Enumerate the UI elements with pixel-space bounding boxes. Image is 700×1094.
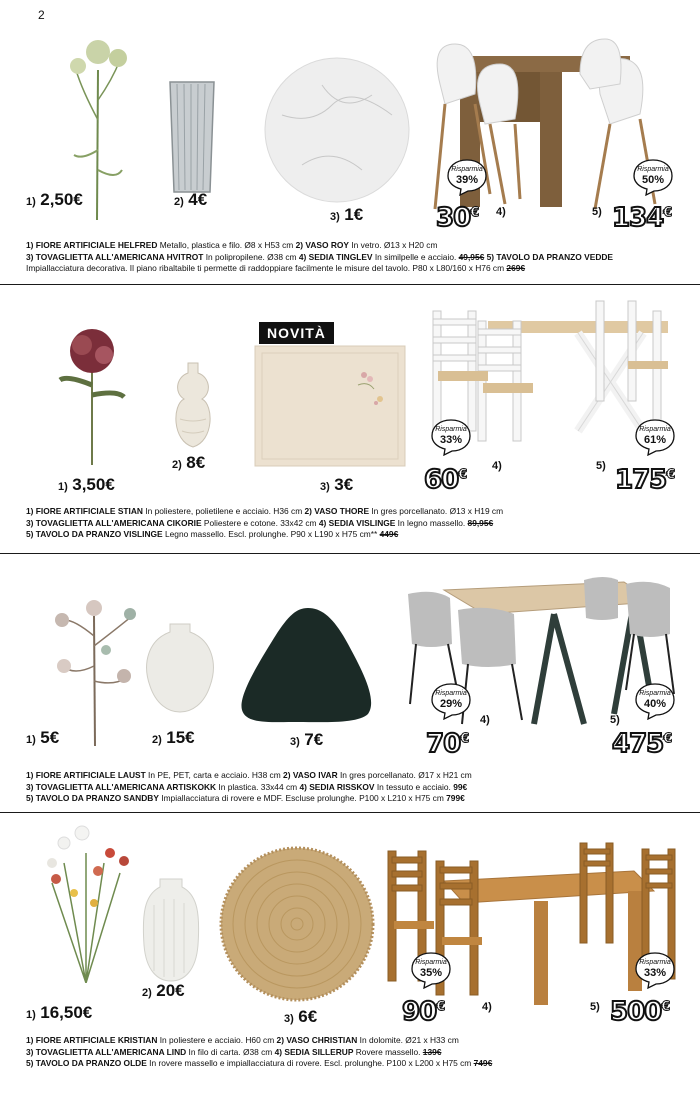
savings-badge-4 <box>446 158 488 196</box>
sale-price-value-4: 30 <box>436 203 471 233</box>
sale-price-value-5: 175 <box>615 465 667 495</box>
product-details: In gres porcellanato. Ø17 x H21 cm <box>337 770 472 780</box>
savings-percent-4: 33% <box>439 434 463 446</box>
old-price: 449€ <box>379 529 399 540</box>
artificial-flower-bouquet-image <box>34 823 140 983</box>
savings-percent-5: 50% <box>641 174 665 186</box>
price-item-3 <box>284 1007 317 1027</box>
product-name: 3) TOVAGLIETTA ALL'AMERICANA HVITROT <box>26 251 204 262</box>
sale-price-5 <box>612 729 671 759</box>
product-name: 3) TOVAGLIETTA ALL'AMERICANA ARTISKOKK <box>26 781 217 792</box>
product-description <box>26 770 686 805</box>
price-item-3 <box>320 475 353 495</box>
product-details: Metallo, plastica e filo. Ø8 x H53 cm <box>157 240 296 250</box>
price-value-3: 6€ <box>298 1007 318 1026</box>
product-details: In rovere massello e impiallacciatura di rovere. Escl. prolunghe. P100 x L200 x H75 cm <box>146 1058 474 1069</box>
item-number-1: 1) <box>26 1009 36 1021</box>
product-details: In PE, PET, carta e acciaio. H38 cm <box>145 770 284 780</box>
old-price: 269€ <box>506 263 526 274</box>
product-details: In filo di carta. Ø38 cm <box>186 1046 275 1057</box>
savings-label: Risparmia <box>639 426 671 433</box>
product-details: Poliestere e cotone. 33x42 cm <box>201 517 319 528</box>
savings-badge-5 <box>632 158 674 196</box>
savings-percent-4: 39% <box>455 174 479 186</box>
marble-placemat-image <box>262 55 412 205</box>
product-details: In poliestere, polietilene e acciaio. H36 cm <box>142 506 305 516</box>
price-item-2 <box>172 453 205 473</box>
product-name: 5) TAVOLO DA PRANZO VISLINGE <box>26 529 163 540</box>
product-name: 2) VASO CHRISTIAN <box>276 1035 358 1045</box>
product-name: 4) SEDIA SILLERUP <box>274 1046 354 1057</box>
item-number-5: 5) <box>610 714 620 726</box>
euro-sign: € <box>470 205 479 221</box>
product-details: In poliestere e acciaio. H60 cm <box>157 1035 277 1045</box>
sale-price-value-4: 70 <box>426 729 461 759</box>
item-number-1: 1) <box>58 481 68 493</box>
item-number-5: 5) <box>596 460 606 472</box>
price-value-1: 5€ <box>40 728 60 747</box>
product-details: Impiallacciatura di rovere e MDF. Escluse prolunghe. P100 x L210 x H75 cm <box>158 793 447 804</box>
old-price: 49,95€ <box>458 251 485 262</box>
new-badge: NOVITÀ <box>259 322 334 344</box>
price-value-2: 8€ <box>186 453 206 472</box>
description-line <box>26 529 686 541</box>
savings-badge-5 <box>634 682 676 720</box>
euro-sign: € <box>663 731 672 747</box>
product-name: 4) SEDIA TINGLEV <box>298 251 373 262</box>
ceramic-vase-ivar-image <box>140 620 220 716</box>
description-line <box>26 770 686 782</box>
ceramic-vase-christian-image <box>138 875 204 985</box>
price-value-2: 4€ <box>188 190 208 209</box>
product-name: 1) FIORE ARTIFICIALE STIAN <box>26 506 143 516</box>
euro-sign: € <box>436 999 445 1015</box>
item-number-1: 1) <box>26 734 36 746</box>
sale-price-value-5: 475 <box>612 729 664 759</box>
sale-price-value-4: 60 <box>424 465 459 495</box>
savings-badge-5 <box>634 418 676 456</box>
product-name: 1) FIORE ARTIFICIALE LAUST <box>26 770 146 780</box>
price-item-1 <box>58 475 115 495</box>
sale-price-4 <box>426 729 468 759</box>
savings-badge-4 <box>410 951 452 989</box>
item-number-2: 2) <box>174 196 184 208</box>
price-item-1 <box>26 190 83 210</box>
item-number-2: 2) <box>152 734 162 746</box>
product-details: In tessuto e acciaio. <box>374 781 454 792</box>
price-value-1: 16,50€ <box>40 1003 93 1022</box>
price-item-1 <box>26 1003 92 1023</box>
savings-badge-4 <box>430 682 472 720</box>
price-item-3 <box>290 730 323 750</box>
sale-price-5 <box>615 465 674 495</box>
price-value-1: 3,50€ <box>72 475 115 494</box>
item-number-2: 2) <box>142 987 152 999</box>
savings-label: Risparmia <box>639 959 671 966</box>
description-line <box>26 252 686 264</box>
price-value-3: 7€ <box>304 730 324 749</box>
product-details: In plastica. 33x44 cm <box>216 781 300 792</box>
price-value-3: 1€ <box>344 205 364 224</box>
savings-label: Risparmia <box>435 690 467 697</box>
euro-sign: € <box>460 731 469 747</box>
description-line <box>26 782 686 794</box>
sale-price-value-5: 500 <box>610 997 662 1027</box>
glass-vase-image <box>162 76 222 198</box>
product-details: In similpelle e acciaio. <box>372 251 459 262</box>
paper-placemat-lind-image <box>218 845 376 1003</box>
product-description <box>26 240 686 275</box>
product-name: 1) FIORE ARTIFICIALE KRISTIAN <box>26 1035 158 1045</box>
savings-percent-4: 35% <box>419 967 443 979</box>
item-number-1: 1) <box>26 196 36 208</box>
item-number-4: 4) <box>480 714 490 726</box>
description-line <box>26 1035 686 1047</box>
product-name: 4) SEDIA RISSKOV <box>299 781 375 792</box>
savings-badge-5 <box>634 951 676 989</box>
product-details: In dolomite. Ø21 x H33 cm <box>357 1035 459 1045</box>
product-details: Impiallacciatura decorativa. Il piano ribaltabile ti permette di raddoppiare facilmente le misure del tavolo. P80 x L80/160 x H76 cm <box>26 263 507 274</box>
description-line <box>26 506 686 518</box>
savings-label: Risparmia <box>415 959 447 966</box>
description-line <box>26 793 686 805</box>
item-number-5: 5) <box>592 206 602 218</box>
item-number-4: 4) <box>482 1001 492 1013</box>
product-name: 3) TOVAGLIETTA ALL'AMERICANA LIND <box>26 1046 187 1057</box>
old-price: 139€ <box>422 1046 442 1057</box>
savings-percent-4: 29% <box>439 698 463 710</box>
price-value-2: 15€ <box>166 728 195 747</box>
savings-percent-5: 33% <box>643 967 667 979</box>
price-value-1: 2,50€ <box>40 190 83 209</box>
price-item-3 <box>330 205 363 225</box>
product-details: In vetro. Ø13 x H20 cm <box>349 240 438 250</box>
product-details: Legno massello. Escl. prolunghe. P90 x L190 x H75 cm** <box>162 529 380 540</box>
savings-percent-5: 61% <box>643 434 667 446</box>
item-number-4: 4) <box>492 460 502 472</box>
euro-sign: € <box>663 205 672 221</box>
product-section-4 <box>0 813 700 1094</box>
artificial-flower-image <box>50 586 140 746</box>
product-details: In polipropilene. Ø38 cm <box>203 251 299 262</box>
sale-price-4 <box>424 465 466 495</box>
product-section-1 <box>0 0 700 285</box>
product-details: Rovere massello. <box>353 1046 423 1057</box>
item-number-5: 5) <box>590 1001 600 1013</box>
old-price: 99€ <box>453 781 468 792</box>
euro-sign: € <box>666 467 675 483</box>
product-name: 3) TOVAGLIETTA ALL'AMERICANA CIKORIE <box>26 517 202 528</box>
product-description <box>26 506 686 541</box>
price-item-2 <box>152 728 195 748</box>
savings-label: Risparmia <box>639 690 671 697</box>
item-number-3: 3) <box>290 736 300 748</box>
product-details: In gres porcellanato. Ø13 x H19 cm <box>369 506 504 516</box>
old-price: 89,95€ <box>467 517 494 528</box>
item-number-3: 3) <box>284 1013 294 1025</box>
savings-badge-4 <box>430 418 472 456</box>
product-section-2 <box>0 285 700 553</box>
product-name: 2) VASO ROY <box>295 240 349 250</box>
old-price: 799€ <box>446 793 465 804</box>
product-name: 1) FIORE ARTIFICIALE HELFRED <box>26 240 158 250</box>
price-item-2 <box>142 981 185 1001</box>
sale-price-value-5: 134 <box>612 203 664 233</box>
item-number-3: 3) <box>330 211 340 223</box>
product-name: 2) VASO THORE <box>304 506 370 516</box>
description-line <box>26 1058 686 1070</box>
black-placemat-image <box>238 604 378 726</box>
description-line <box>26 263 686 275</box>
product-name: 2) VASO IVAR <box>283 770 338 780</box>
price-item-1 <box>26 728 59 748</box>
product-name: 5) TAVOLO DA PRANZO OLDE <box>26 1058 147 1069</box>
product-section-3 <box>0 554 700 812</box>
old-price: 749€ <box>473 1058 493 1069</box>
description-line <box>26 518 686 530</box>
sale-price-value-4: 90 <box>402 997 437 1027</box>
product-name: 5) TAVOLO DA PRANZO SANDBY <box>26 793 159 804</box>
ceramic-vase-image <box>168 359 218 451</box>
savings-label: Risparmia <box>451 166 483 173</box>
euro-sign: € <box>458 467 467 483</box>
savings-label: Risparmia <box>637 166 669 173</box>
item-number-3: 3) <box>320 481 330 493</box>
product-name: 4) SEDIA VISLINGE <box>318 517 396 528</box>
price-value-2: 20€ <box>156 981 185 1000</box>
euro-sign: € <box>661 999 670 1015</box>
page-number: 2 <box>38 8 45 22</box>
artificial-flower-image <box>52 325 132 465</box>
sale-price-5 <box>610 997 669 1027</box>
sale-price-4 <box>436 203 478 233</box>
description-line <box>26 1047 686 1059</box>
product-description <box>26 1035 686 1070</box>
savings-percent-5: 40% <box>643 698 667 710</box>
savings-label: Risparmia <box>435 426 467 433</box>
item-number-2: 2) <box>172 459 182 471</box>
description-line <box>26 240 686 252</box>
sale-price-4 <box>402 997 444 1027</box>
price-item-2 <box>174 190 207 210</box>
price-value-3: 3€ <box>334 475 354 494</box>
placemat-cikorie-image <box>254 345 406 467</box>
product-details: In legno massello. <box>395 517 468 528</box>
item-number-4: 4) <box>496 206 506 218</box>
product-name: 5) TAVOLO DA PRANZO VEDDE <box>484 251 613 262</box>
sale-price-5 <box>612 203 671 233</box>
